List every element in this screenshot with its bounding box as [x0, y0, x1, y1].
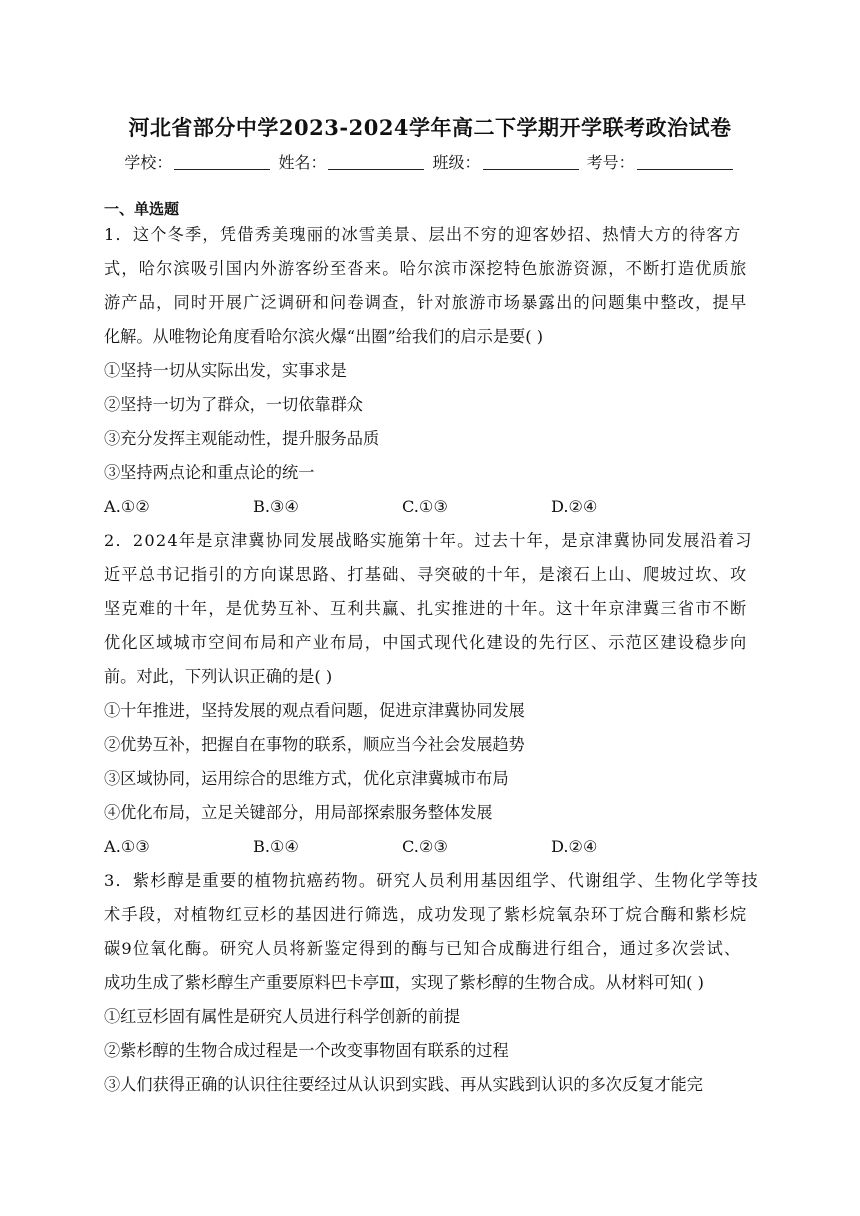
answer-options	[104, 490, 768, 524]
school-label: 学校：	[124, 153, 173, 172]
option-b[interactable]: B.③④	[253, 497, 300, 516]
questions	[104, 218, 768, 1102]
statement-item: ④优化布局，立足关键部分，用局部探索服务整体发展	[104, 803, 493, 822]
question-text-line: 成功生成了紫杉醇生产重要原料巴卡亭Ⅲ，实现了紫杉醇的生物合成。从材料可知( )	[104, 973, 704, 992]
answer-options	[104, 830, 768, 864]
question-text-line: 坚克难的十年，是优势互补、互利共赢、扎实推进的十年。这十年京津冀三省市不断	[104, 599, 748, 618]
class-label: 班级：	[432, 153, 481, 172]
option-b[interactable]: B.①④	[253, 837, 300, 856]
statement-item: ③坚持两点论和重点论的统一	[104, 463, 315, 482]
question-text-line: 3．紫杉醇是重要的植物抗癌药物。研究人员利用基因组学、代谢组学、生物化学等技	[104, 871, 759, 890]
option-d[interactable]: D.②④	[551, 497, 598, 516]
exam-title: 河北省部分中学2023-2024学年高二下学期开学联考政治试卷	[128, 115, 732, 140]
question-text-line: 1．这个冬季，凭借秀美瑰丽的冰雪美景、层出不穷的迎客妙招、热情大方的待客方	[104, 225, 742, 244]
question-text-line: 优化区域城市空间布局和产业布局，中国式现代化建设的先行区、示范区建设稳步向	[104, 633, 748, 652]
school-blank[interactable]	[174, 154, 270, 170]
question-2	[104, 524, 768, 864]
question-text-line: 碳9位氧化酶。研究人员将新鉴定得到的酶与已知合成酶进行组合，通过多次尝试、	[104, 939, 742, 958]
option-a[interactable]: A.①②	[104, 497, 150, 516]
class-blank[interactable]	[483, 154, 579, 170]
statement-item: ①红豆杉固有属性是研究人员进行科学创新的前提	[104, 1007, 461, 1026]
statement-item: ③区域协同，运用综合的思维方式，优化京津冀城市布局	[104, 769, 509, 788]
question-text-line: 术手段，对植物红豆杉的基因进行筛选，成功发现了紫杉烷氧杂环丁烷合酶和紫杉烷	[104, 905, 748, 924]
statement-item: ③人们获得正确的认识往往要经过从认识到实践、再从实践到认识的多次反复才能完	[104, 1075, 703, 1094]
question-text-line: 游产品，同时开展广泛调研和问卷调查，针对旅游市场暴露出的问题集中整改，提早	[104, 293, 748, 312]
name-blank[interactable]	[328, 154, 424, 170]
option-c[interactable]: C.②③	[402, 837, 448, 856]
name-label: 姓名：	[278, 153, 327, 172]
option-d[interactable]: D.②④	[551, 837, 598, 856]
question-text-line: 近平总书记指引的方向谋思路、打基础、寻突破的十年，是滚石上山、爬坡过坎、攻	[104, 565, 748, 584]
statement-item: ②坚持一切为了群众，一切依靠群众	[104, 395, 363, 414]
statement-item: ①十年推进，坚持发展的观点看问题，促进京津冀协同发展	[104, 701, 525, 720]
question-text-line: 化解。从唯物论角度看哈尔滨火爆“出圈”给我们的启示是要( )	[104, 327, 544, 346]
statement-item: ②优势互补，把握自在事物的联系，顺应当今社会发展趋势	[104, 735, 525, 754]
statement-item: ③充分发挥主观能动性，提升服务品质	[104, 429, 380, 448]
statement-item: ②紫杉醇的生物合成过程是一个改变事物固有联系的过程	[104, 1041, 509, 1060]
statement-item: ①坚持一切从实际出发，实事求是	[104, 361, 347, 380]
option-a[interactable]: A.①③	[104, 837, 150, 856]
id-blank[interactable]	[637, 154, 733, 170]
id-label: 考号：	[586, 153, 635, 172]
section-heading: 一、单选题	[104, 200, 180, 218]
question-text-line: 式，哈尔滨吸引国内外游客纷至沓来。哈尔滨市深挖特色旅游资源，不断打造优质旅	[104, 259, 748, 278]
option-c[interactable]: C.①③	[402, 497, 448, 516]
question-1	[104, 218, 768, 524]
student-info-row	[0, 150, 860, 173]
question-text-line: 2．2024年是京津冀协同发展战略实施第十年。过去十年，是京津冀协同发展沿着习	[104, 531, 753, 550]
question-3	[104, 864, 768, 1102]
question-text-line: 前。对此，下列认识正确的是( )	[104, 667, 333, 686]
